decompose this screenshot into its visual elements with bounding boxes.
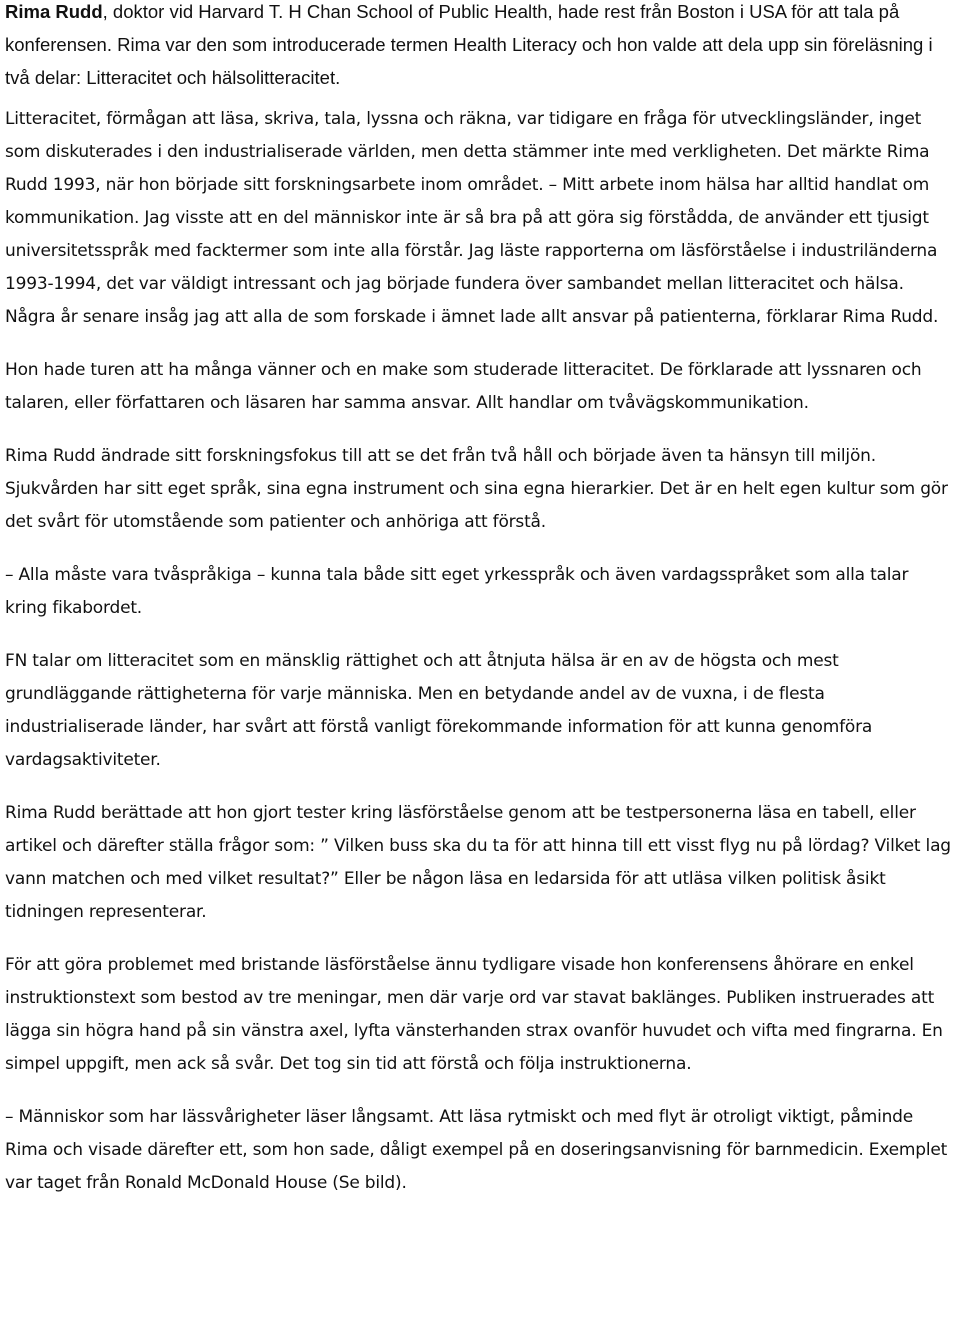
paragraph-tester: Rima Rudd berättade att hon gjort tester kring läsförståelse genom att be testpersonerna läsa en tabell, eller artikel och därefter ställa frågor som: ” Vilken buss ska du ta för att hinna till ett visst flyg nu på lördag? Vilket lag vann matchen och med vilket resultat?” Eller be någon läsa en ledarsida för att utläsa vilken politisk åsikt tidningen representerar.: [5, 803, 951, 922]
paragraph-vanner: Hon hade turen att ha många vänner och en make som studerade litteracitet. De förklarade att lyssnaren och talaren, eller författaren och läsaren har samma ansvar. Allt handlar om tvåvägskommunikation.: [5, 360, 922, 413]
paragraph-instruktionstext: För att göra problemet med bristande läsförståelse ännu tydligare visade hon konferensens åhörare en enkel instruktionstext som bestod av tre meningar, men där varje ord var stavat baklänges. Publiken instruerades att lägga sin högra hand på sin vänstra axel, lyfta vänsterhanden strax ovanför huvudet och vifta med fingrarna. En simpel uppgift, men ack så svår. Det tog sin tid att förstå och följa instruktionerna.: [5, 955, 943, 1074]
article-page: [5, 0, 955, 1220]
paragraph-litteracitet: Litteracitet, förmågan att läsa, skriva, tala, lyssna och räkna, var tidigare en fråga för utvecklingsländer, inget som diskuterades i den industrialiserade världen, men detta stämmer inte med verkligheten. Det märkte Rima Rudd 1993, när hon började sitt forskningsarbete inom området. – Mitt arbete inom hälsa har alltid handlat om kommunikation. Jag visste att en del människor inte är så bra på att göra sig förstådda, de använder ett tjusigt universitetsspråk med facktermer som inte alla förstår. Jag läste rapporterna om läsförståelse i industriländerna 1993-1994, det var väldigt intressant och jag började fundera över sambandet mellan litteracitet och hälsa. Några år senare insåg jag att alla de som forskade i ämnet lade allt ansvar på patienterna, förklarar Rima Rudd.: [5, 109, 939, 327]
paragraph-fn: FN talar om litteracitet som en mänsklig rättighet och att åtnjuta hälsa är en av de högsta och mest grundläggande rättigheterna för varje människa. Men en betydande andel av de vuxna, i de flesta industrialiserade länder, har svårt att förstå vanligt förekommande information för att kunna genomföra vardagsaktiviteter.: [5, 651, 873, 770]
paragraph-forskningsfokus: Rima Rudd ändrade sitt forskningsfokus till att se det från två håll och började även ta hänsyn till miljön. Sjukvården har sitt eget språk, sina egna instrument och sina egna hierarkier. Det är en helt egen kultur som gör det svårt för utomstående som patienter och anhöriga att förstå.: [5, 446, 948, 532]
intro-name: Rima Rudd: [5, 1, 103, 22]
intro-paragraph: [5, 0, 955, 94]
intro-text: , doktor vid Harvard T. H Chan School of Public Health, hade rest från Boston i USA för att tala på konferensen. Rima var den som introducerade termen Health Literacy och hon valde att dela upp sin föreläsning i två delar: Litteracitet och hälsolitteracitet.: [5, 1, 933, 88]
paragraph-tvasprakiga: – Alla måste vara tvåspråkiga – kunna tala både sitt eget yrkesspråk och även vardagsspråket som alla talar kring fikabordet.: [5, 565, 909, 618]
paragraph-lassvarigheter: – Människor som har lässvårigheter läser långsamt. Att läsa rytmiskt och med flyt är otroligt viktigt, påminde Rima och visade därefter ett, som hon sade, dåligt exempel på en doseringsanvisning för barnmedicin. Exemplet var taget från Ronald McDonald House (Se bild).: [5, 1107, 948, 1193]
